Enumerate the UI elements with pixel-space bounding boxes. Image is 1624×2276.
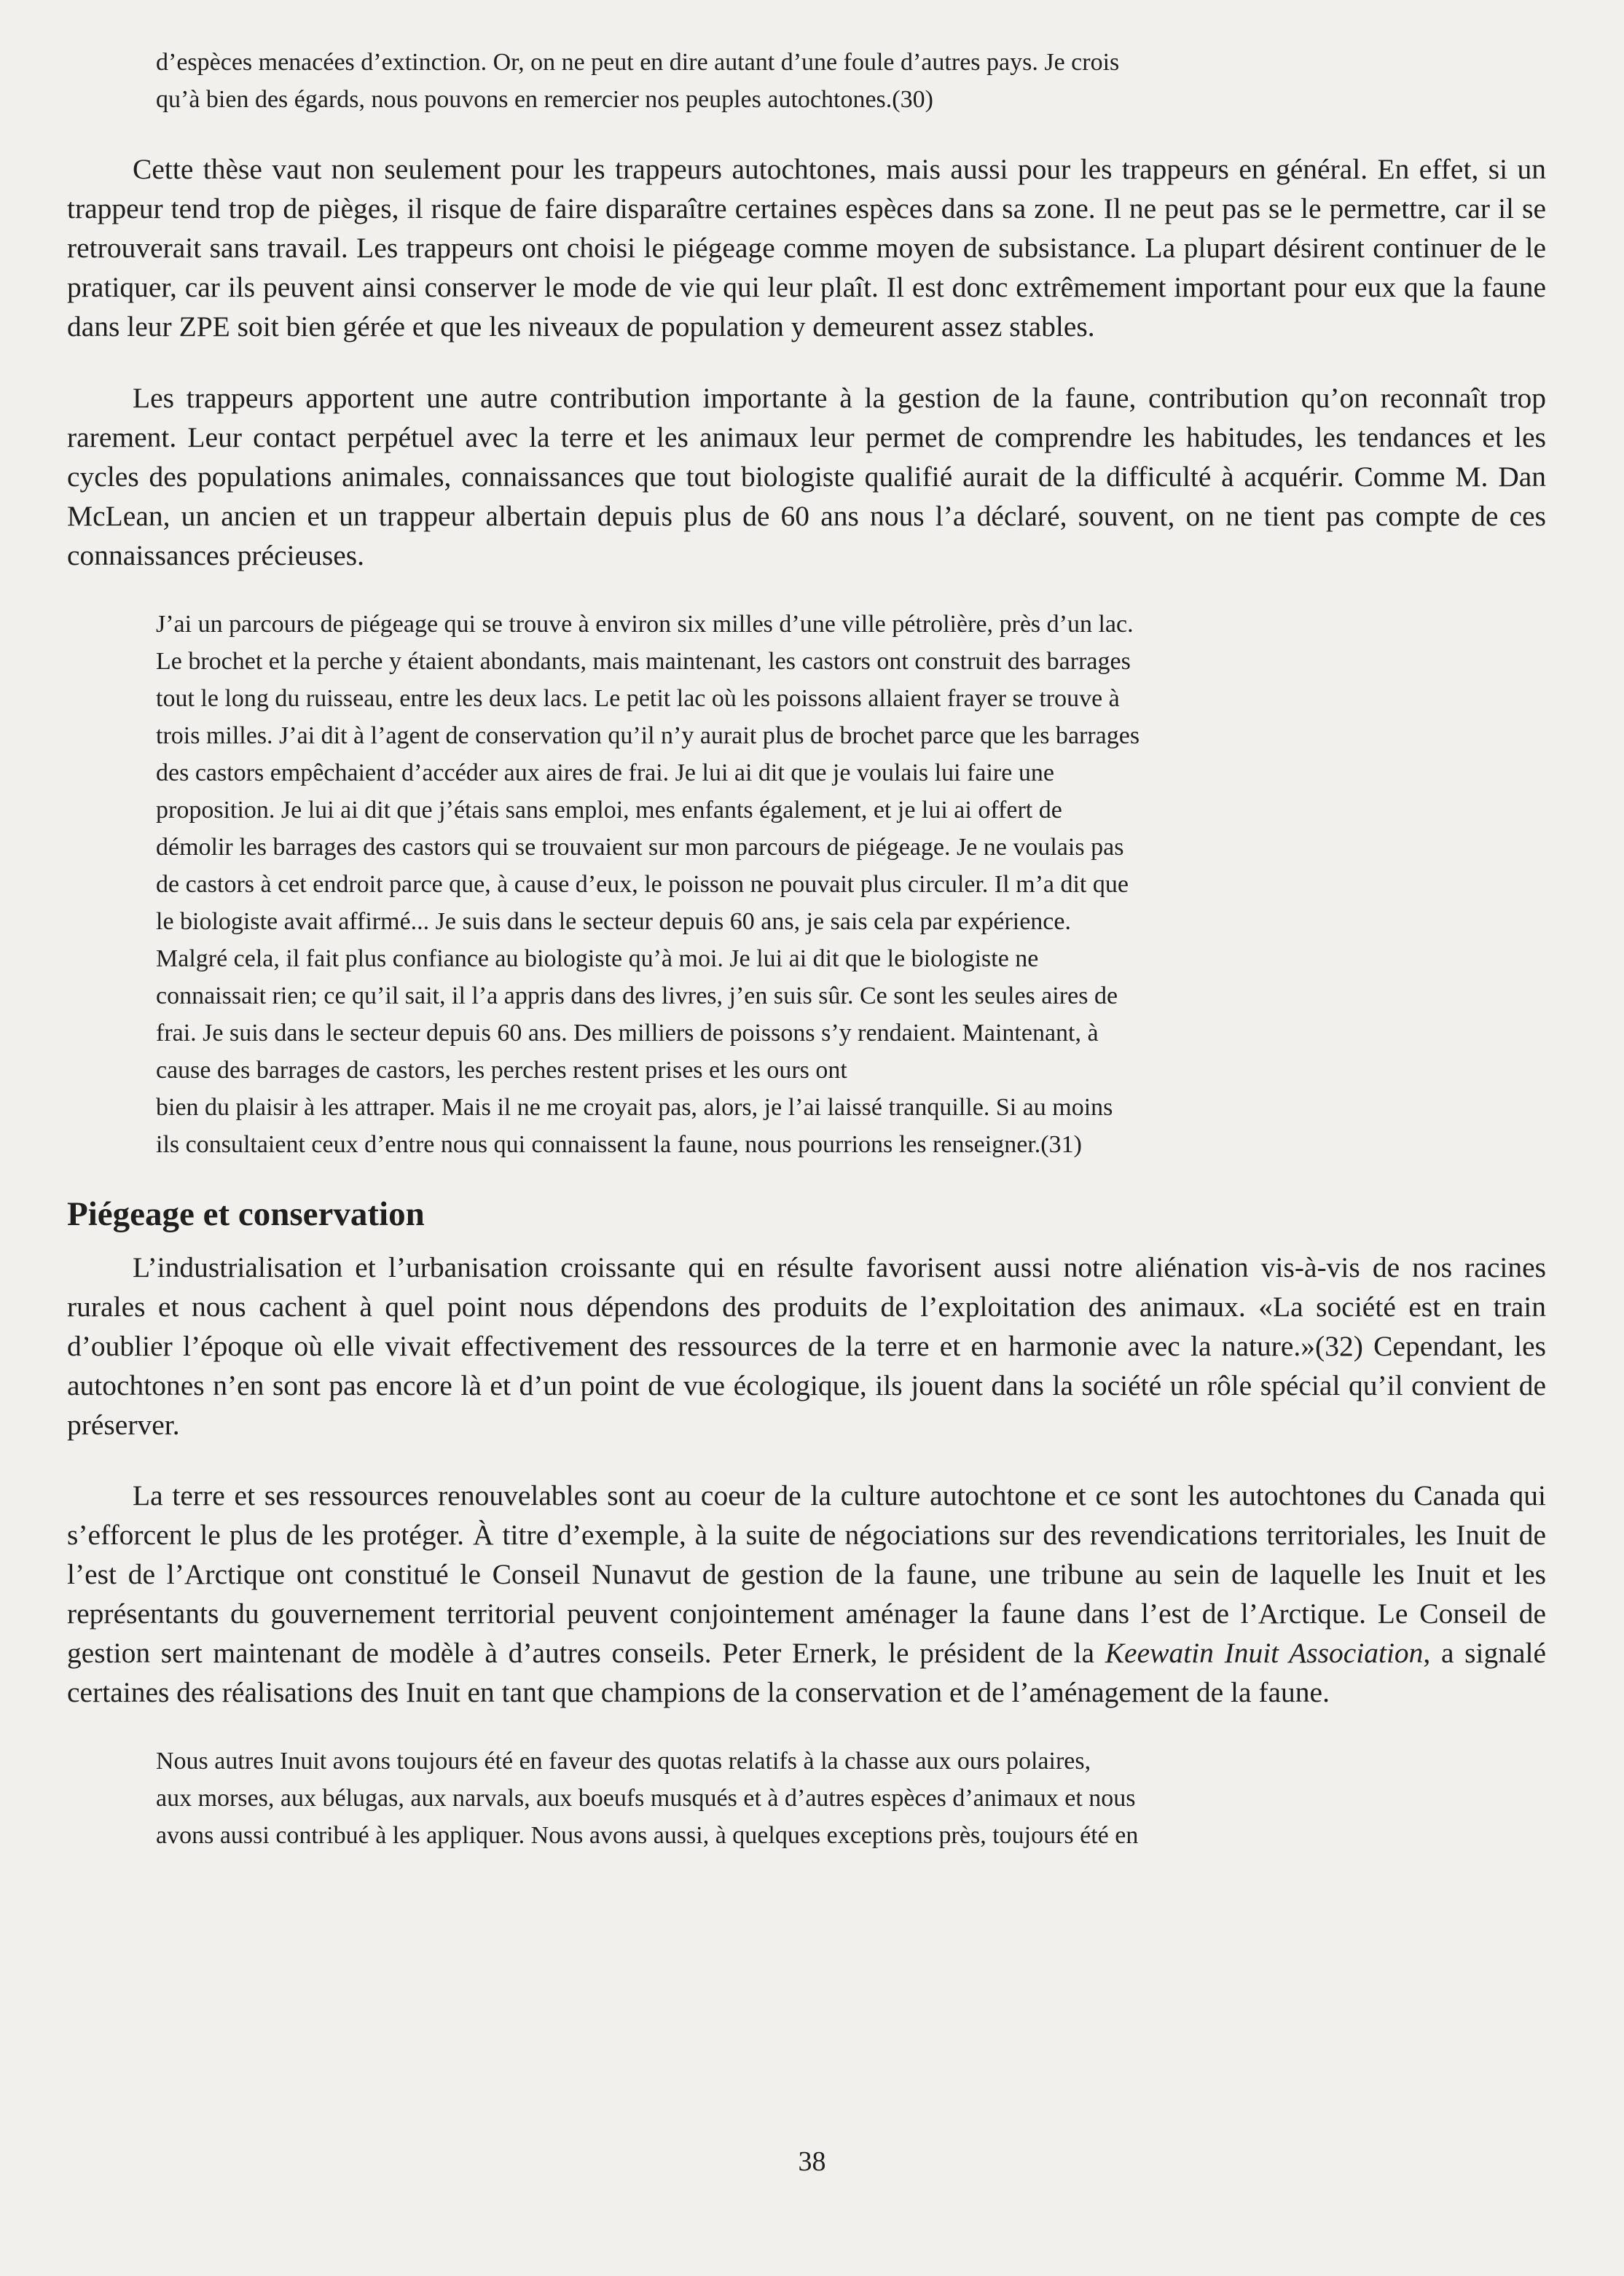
paragraph-trappers-contribution: Les trappeurs apportent une autre contribution importante à la gestion de la faune, contribution qu’on reconnaît trop rarement. Leur contact perpétuel avec la terre et les animaux leur permet de comprendre les habitudes, les tendances et les cycles des populations animales, connaissances que tout biologiste qualifié aurait de la difficulté à acquérir. Comme M. Dan McLean, un ancien et un trappeur albertain depuis plus de 60 ans nous l’a déclaré, souvent, on ne tient pas compte de ces connaissances précieuses. — [67, 382, 1546, 571]
paragraph-nunavut — [67, 1476, 1546, 1712]
quote-line: avons aussi contribué à les appliquer. Nous avons aussi, à quelques exceptions près, toujours été en — [156, 1822, 1139, 1849]
quote-line: connaissait rien; ce qu’il sait, il l’a appris dans des livres, j’en suis sûr. Ce sont les seules aires de — [156, 982, 1118, 1009]
quote-line: aux morses, aux bélugas, aux narvals, aux boeufs musqués et à d’autres espèces d’animaux et nous — [156, 1785, 1136, 1812]
block-quote-bottom — [156, 1743, 1508, 1854]
paragraph-text: , a signalé certaines des réalisations des Inuit en tant que champions de la conservation et de l’aménagement de la faune. — [67, 1637, 1547, 1708]
section-heading: Piégeage et conservation — [67, 1195, 425, 1233]
quote-line: démolir les barrages des castors qui se trouvaient sur mon parcours de piégeage. Je ne voulais pas — [156, 834, 1124, 861]
quote-line: frai. Je suis dans le secteur depuis 60 ans. Des milliers de poissons s’y rendaient. Maintenant, à — [156, 1020, 1099, 1047]
quote-line: Malgré cela, il fait plus confiance au biologiste qu’à moi. Je lui ai dit que le biologiste ne — [156, 945, 1039, 972]
quote-line: Nous autres Inuit avons toujours été en faveur des quotas relatifs à la chasse aux ours polaires, — [156, 1748, 1091, 1775]
quote-line: J’ai un parcours de piégeage qui se trouve à environ six milles d’une ville pétrolière, près d’un lac. — [156, 611, 1134, 638]
quote-line: bien du plaisir à les attraper. Mais il ne me croyait pas, alors, je l’ai laissé tranquille. Si au moins — [156, 1094, 1113, 1121]
document-page — [67, 44, 1546, 1854]
paragraph-text: La terre et ses ressources renouvelables sont au coeur de la culture autochtone et ce sont les autochtones du Canada qui s’efforcent le plus de les protéger. À titre d’exemple, à la suite de négociations sur des revendications territoriales, les Inuit de l’est de l’Arctique ont constitué le Conseil Nunavut de gestion de la faune, une tribune au sein de laquelle les Inuit et les représentants du gouvernement territorial peuvent conjointement aménager la faune dans l’est de l’Arctique. Le Conseil de gestion sert maintenant de modèle à d’autres conseils. Peter Ernerk, le président de la — [67, 1479, 1546, 1669]
organization-name: Keewatin Inuit Association — [1105, 1637, 1424, 1669]
quote-line: de castors à cet endroit parce que, à cause d’eux, le poisson ne pouvait plus circuler. Il m’a dit que — [156, 871, 1129, 898]
block-quote-mclean — [156, 606, 1508, 1163]
quote-line: tout le long du ruisseau, entre les deux lacs. Le petit lac où les poissons allaient frayer se trouve à — [156, 685, 1120, 712]
page-number: 38 — [798, 2146, 826, 2177]
quote-line: cause des barrages de castors, les perches restent prises et les ours ont — [156, 1057, 847, 1084]
paragraph-industrialisation: L’industrialisation et l’urbanisation croissante qui en résulte favorisent aussi notre aliénation vis-à-vis de nos racines rurales et nous cachent à quel point nous dépendons des produits de l’exploitation des animaux. «La société est en train d’oublier l’époque où elle vivait effectivement des ressources de la terre et en harmonie avec la nature.»(32) Cependant, les autochtones n’en sont pas encore là et d’un point de vue écologique, ils jouent dans la société un rôle spécial qu’il convient de préserver. — [67, 1251, 1546, 1441]
block-quote-top — [156, 44, 1508, 118]
quote-line: trois milles. J’ai dit à l’agent de conservation qu’il n’y aurait plus de brochet parce que les barrages — [156, 722, 1140, 749]
quote-line: ils consultaient ceux d’entre nous qui connaissent la faune, nous pourrions les renseigner.(31) — [156, 1131, 1082, 1158]
quote-line: le biologiste avait affirmé... Je suis dans le secteur depuis 60 ans, je sais cela par expérience. — [156, 908, 1071, 935]
quote-line: d’espèces menacées d’extinction. Or, on ne peut en dire autant d’une foule d’autres pays. Je crois — [156, 49, 1120, 76]
paragraph-trappers-general: Cette thèse vaut non seulement pour les trappeurs autochtones, mais aussi pour les trappeurs en général. En effet, si un trappeur tend trop de pièges, il risque de faire disparaître certaines espèces dans sa zone. Il ne peut pas se le permettre, car il se retrouverait sans travail. Les trappeurs ont choisi le piégeage comme moyen de subsistance. La plupart désirent continuer de le pratiquer, car ils peuvent ainsi conserver le mode de vie qui leur plaît. Il est donc extrêmement important pour eux que la faune dans leur ZPE soit bien gérée et que les niveaux de population y demeurent assez stables. — [67, 153, 1546, 343]
quote-line: qu’à bien des égards, nous pouvons en remercier nos peuples autochtones.(30) — [156, 86, 933, 113]
quote-line: proposition. Je lui ai dit que j’étais sans emploi, mes enfants également, et je lui ai offert de — [156, 797, 1062, 824]
quote-line: Le brochet et la perche y étaient abondants, mais maintenant, les castors ont construit des barrages — [156, 648, 1131, 675]
quote-line: des castors empêchaient d’accéder aux aires de frai. Je lui ai dit que je voulais lui faire une — [156, 759, 1054, 786]
